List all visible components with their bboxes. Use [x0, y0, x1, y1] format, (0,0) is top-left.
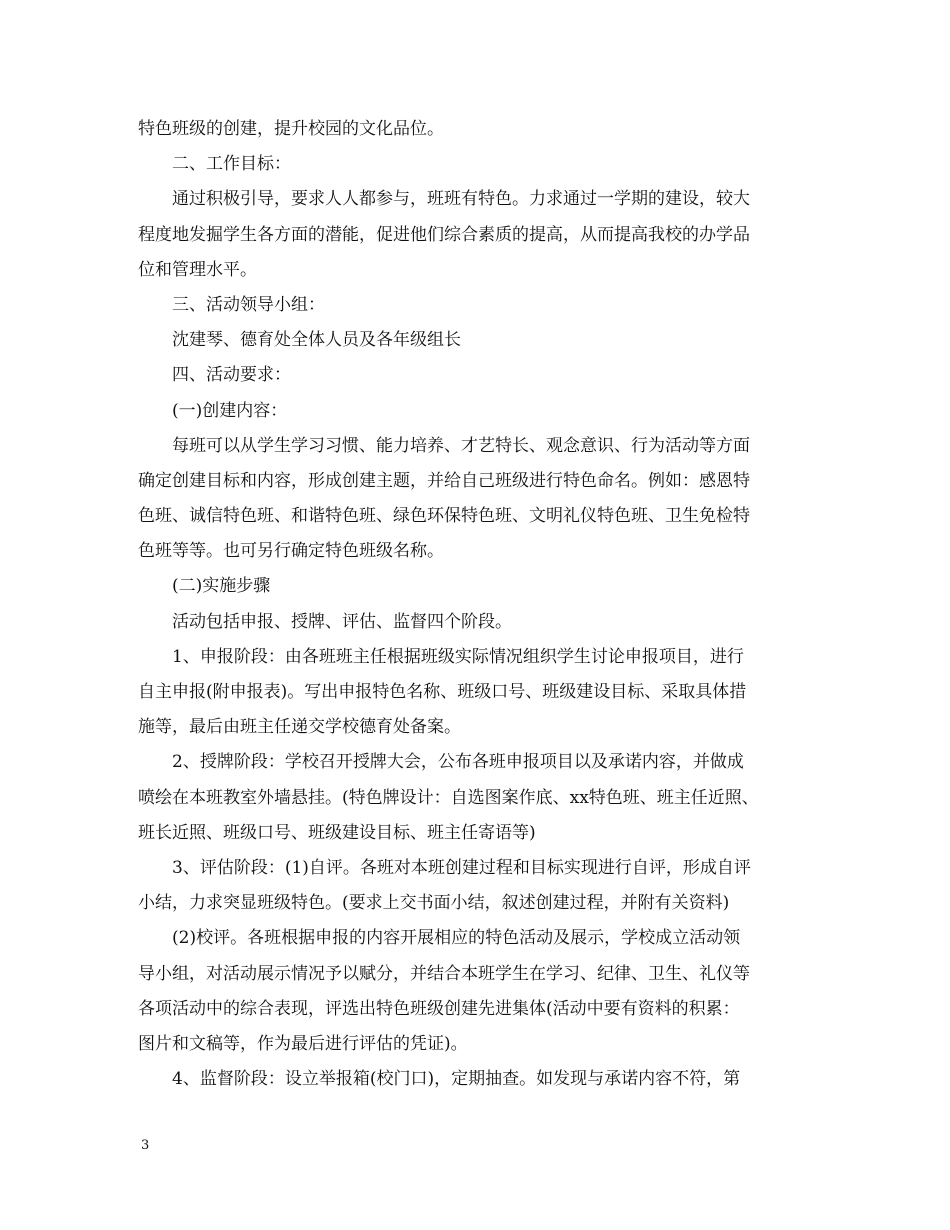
text-line: 各项活动中的综合表现，评选出特色班级创建先进集体(活动中要有资料的积累： — [138, 998, 740, 1019]
subsection-heading: (二)实施步骤 — [172, 576, 271, 597]
text-line: 通过积极引导，要求人人都参与，班班有特色。力求通过一学期的建设，较大 — [172, 189, 750, 210]
text-line: 色班、诚信特色班、和谐特色班、绿色环保特色班、文明礼仪特色班、卫生免检特 — [138, 506, 750, 527]
text-line: 每班可以从学生学习习惯、能力培养、才艺特长、观念意识、行为活动等方面 — [172, 435, 750, 456]
section-heading: 二、工作目标： — [172, 154, 291, 175]
text-line: 喷绘在本班教室外墙悬挂。(特色牌设计：自选图案作底、xx特色班、班主任近照、 — [138, 787, 759, 808]
text-line: 活动包括申报、授牌、评估、监督四个阶段。 — [172, 611, 512, 632]
text-line: 沈建琴、德育处全体人员及各年级组长 — [172, 330, 461, 351]
text-line: 图片和文稿等，作为最后进行评估的凭证)。 — [138, 1033, 468, 1054]
section-heading: 四、活动要求： — [172, 365, 291, 386]
subsection-heading: (一)创建内容： — [172, 400, 288, 421]
text-line: 特色班级的创建，提升校园的文化品位。 — [138, 119, 444, 139]
text-line: 程度地发掘学生各方面的潜能，促进他们综合素质的提高，从而提高我校的办学品 — [138, 224, 750, 245]
section-heading: 三、活动领导小组： — [172, 294, 325, 315]
page-number: 3 — [141, 1138, 150, 1153]
text-line: 班长近照、班级口号、班级建设目标、班主任寄语等) — [138, 822, 536, 843]
text-line: 确定创建目标和内容，形成创建主题，并给自己班级进行特色命名。例如：感恩特 — [138, 470, 750, 491]
text-line: 4、监督阶段：设立举报箱(校门口)，定期抽查。如发现与承诺内容不符，第 — [172, 1069, 741, 1090]
text-line: 1、申报阶段：由各班班主任根据班级实际情况组织学生讨论申报项目，进行 — [172, 646, 744, 667]
text-line: (2)校评。各班根据申报的内容开展相应的特色活动及展示，学校成立活动领 — [172, 928, 741, 949]
text-line: 自主申报(附申报表)。写出申报特色名称、班级口号、班级建设目标、采取具体措 — [138, 682, 747, 702]
text-line: 色班等等。也可另行确定特色班级名称。 — [138, 541, 444, 562]
text-line: 施等，最后由班主任递交学校德育处备案。 — [138, 717, 461, 738]
document-body — [138, 112, 818, 1097]
text-line: 位和管理水平。 — [138, 259, 257, 280]
text-line: 3、评估阶段：(1)自评。各班对本班创建过程和目标实现进行自评，形成自评 — [172, 857, 751, 878]
text-line: 2、授牌阶段：学校召开授牌大会，公布各班申报项目以及承诺内容，并做成 — [172, 752, 744, 773]
text-line: 导小组，对活动展示情况予以赋分，并结合本班学生在学习、纪律、卫生、礼仪等 — [138, 963, 750, 984]
text-line: 小结，力求突显班级特色。(要求上交书面小结，叙述创建过程，并附有关资料) — [138, 893, 730, 914]
